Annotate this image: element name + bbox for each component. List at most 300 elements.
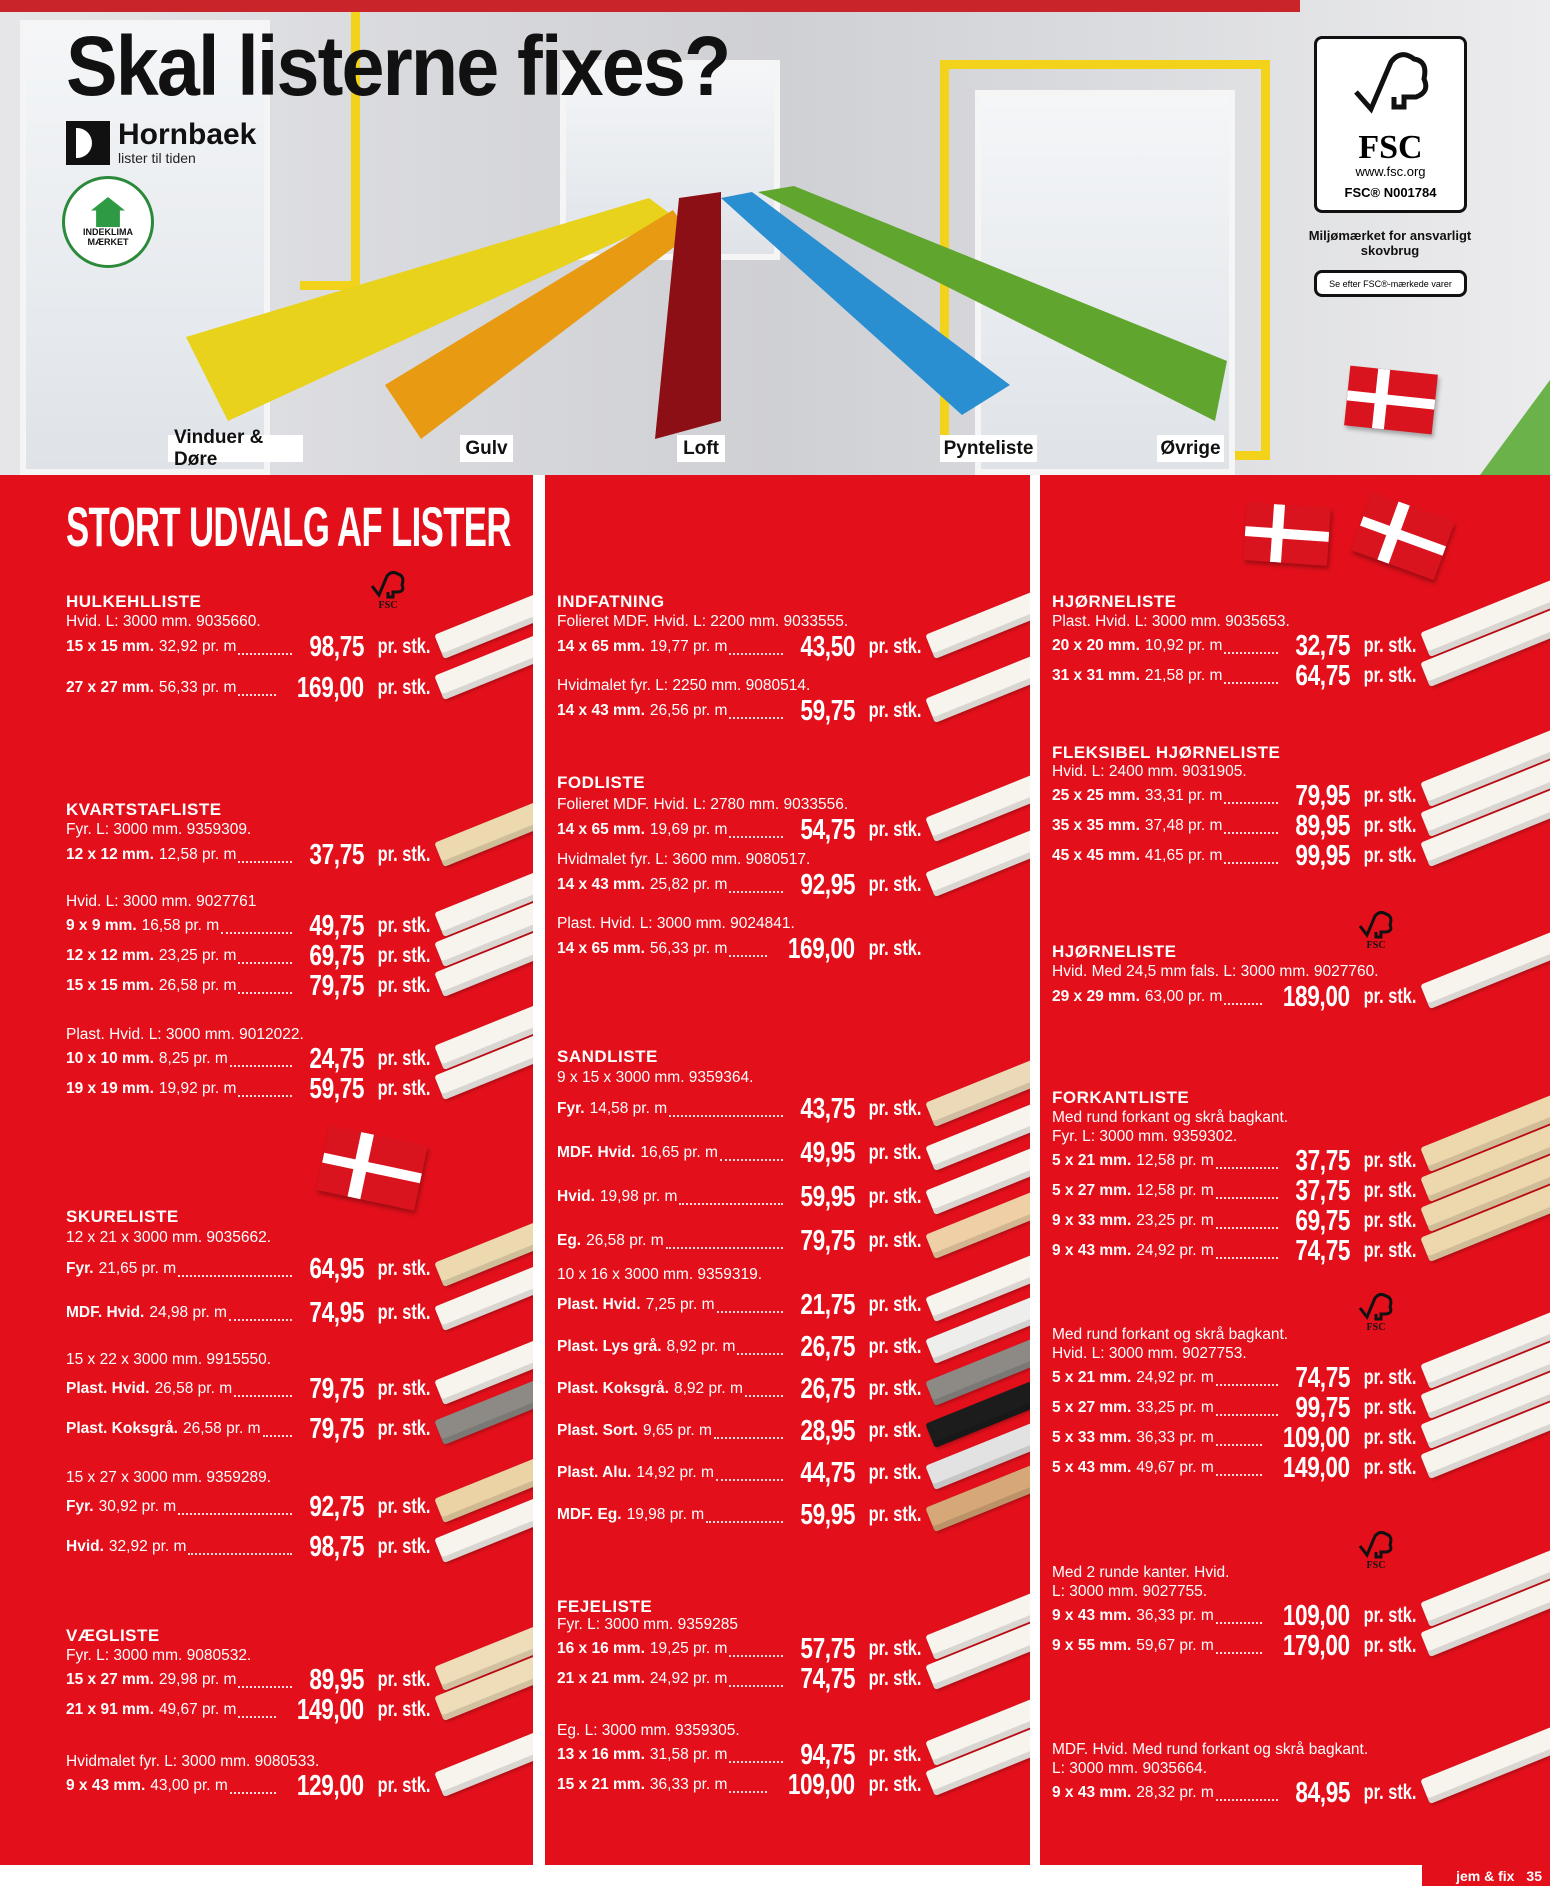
dot-leader — [178, 1505, 292, 1515]
dot-leader — [1216, 1644, 1262, 1654]
product-group — [557, 914, 922, 965]
product-group — [1052, 962, 1417, 1013]
price-unit: pr. stk. — [1363, 1149, 1417, 1172]
category-label: Øvrige — [1157, 435, 1224, 462]
fsc-code: FSC® N001784 — [1344, 185, 1437, 200]
price-row — [557, 1738, 922, 1771]
section-heading: VÆGLISTE — [66, 1626, 160, 1645]
price: 37,75 — [1295, 1144, 1350, 1177]
price-per-meter: 41,65 pr. m — [1144, 847, 1223, 864]
price-unit: pr. stk. — [377, 1047, 431, 1070]
product-group — [1052, 1563, 1417, 1662]
price: 59,75 — [800, 694, 855, 727]
price-unit: pr. stk. — [377, 1417, 431, 1440]
price-unit: pr. stk. — [377, 974, 431, 997]
size-label: 14 x 65 mm. — [557, 821, 645, 838]
size-label: 20 x 20 mm. — [1052, 637, 1140, 654]
product-description: Fyr. L: 3000 mm. 9080532. — [66, 1647, 252, 1664]
fsc-pill: Se efter FSC®-mærkede varer — [1314, 270, 1467, 297]
price-per-meter: 19,98 pr. m — [626, 1506, 705, 1523]
price-per-meter: 14,92 pr. m — [636, 1464, 714, 1481]
molding-product-image — [925, 762, 1030, 842]
dot-leader — [1216, 1791, 1278, 1801]
price: 49,95 — [800, 1136, 855, 1169]
price-row — [66, 939, 431, 972]
price-per-meter: 24,92 pr. m — [1136, 1369, 1214, 1386]
price-row — [1052, 1174, 1417, 1207]
price: 149,00 — [1283, 1451, 1350, 1484]
size-label: Plast. Hvid. — [557, 1296, 641, 1313]
price-per-meter: 36,33 pr. m — [1136, 1607, 1214, 1624]
dot-leader — [745, 1387, 783, 1397]
dot-leader — [238, 645, 291, 655]
dot-leader — [221, 924, 292, 934]
section-heading: FODLISTE — [557, 773, 646, 792]
dot-leader — [263, 1427, 292, 1437]
price-unit: pr. stk. — [868, 1141, 922, 1164]
price: 37,75 — [309, 838, 364, 871]
price-per-meter: 21,58 pr. m — [1144, 667, 1223, 684]
category-label: Vinduer & Døre — [168, 435, 303, 462]
product-description: 9 x 15 x 3000 mm. 9359364. — [557, 1069, 754, 1086]
price: 26,75 — [800, 1330, 855, 1363]
price-per-meter: 26,56 pr. m — [649, 702, 728, 719]
product-description: Hvidmalet fyr. L: 2250 mm. 9080514. — [557, 677, 811, 694]
dot-leader — [729, 1647, 782, 1657]
price: 109,00 — [788, 1768, 855, 1801]
dot-leader — [1224, 674, 1277, 684]
product-description: Med rund forkant og skrå bagkant. — [1052, 1109, 1289, 1126]
fsc-icon — [367, 568, 409, 610]
product-description: 10 x 16 x 3000 mm. 9359319. — [557, 1266, 763, 1283]
price-per-meter: 56,33 pr. m — [158, 679, 237, 696]
price-row — [557, 694, 922, 727]
size-label: Plast. Koksgrå. — [66, 1420, 178, 1437]
fsc-tree-icon — [1346, 47, 1436, 127]
hornbaek-logo-icon — [66, 121, 110, 165]
price-unit: pr. stk. — [377, 843, 431, 866]
price-per-meter: 49,67 pr. m — [1136, 1459, 1214, 1476]
size-label: 9 x 9 mm. — [66, 917, 137, 934]
price: 32,75 — [1295, 629, 1350, 662]
price: 54,75 — [800, 813, 855, 846]
product-description: Eg. L: 3000 mm. 9359305. — [557, 1722, 740, 1739]
price-unit: pr. stk. — [1363, 1239, 1417, 1262]
price-per-meter: 19,92 pr. m — [158, 1080, 237, 1097]
size-label: Fyr. — [557, 1100, 585, 1117]
price-per-meter: 26,58 pr. m — [154, 1380, 233, 1397]
price-unit: pr. stk. — [1363, 985, 1417, 1008]
price: 59,95 — [800, 1498, 855, 1531]
size-label: 14 x 65 mm. — [557, 940, 645, 957]
size-label: 5 x 33 mm. — [1052, 1429, 1132, 1446]
hero-banner — [0, 0, 1550, 475]
product-description: Hvidmalet fyr. L: 3600 mm. 9080517. — [557, 851, 811, 868]
price-per-meter: 56,33 pr. m — [649, 940, 728, 957]
dot-leader — [714, 1429, 783, 1439]
product-group — [66, 1752, 431, 1802]
dot-leader — [1216, 1189, 1278, 1199]
size-label: 12 x 12 mm. — [66, 846, 154, 863]
footer-brand: jem & fix — [1456, 1867, 1515, 1884]
price-unit: pr. stk. — [1363, 1634, 1417, 1657]
price-per-meter: 32,92 pr. m — [108, 1538, 187, 1555]
size-label: Hvid. — [557, 1188, 595, 1205]
product-group — [1052, 1740, 1417, 1809]
price-row — [66, 1409, 431, 1449]
price-unit: pr. stk. — [377, 1774, 431, 1797]
dot-leader — [717, 1303, 783, 1313]
product-group — [557, 676, 922, 727]
price-unit: pr. stk. — [377, 1077, 431, 1100]
price-row — [557, 1087, 922, 1131]
size-label: 15 x 21 mm. — [557, 1776, 645, 1793]
price-unit: pr. stk. — [868, 873, 922, 896]
price-unit: pr. stk. — [868, 1335, 922, 1358]
size-label: 35 x 35 mm. — [1052, 817, 1140, 834]
price: 74,95 — [309, 1296, 364, 1329]
price-per-meter: 24,92 pr. m — [1136, 1242, 1214, 1259]
price: 94,75 — [800, 1738, 855, 1771]
price: 92,75 — [309, 1490, 364, 1523]
dot-leader — [1216, 1466, 1262, 1476]
price-unit: pr. stk. — [1363, 784, 1417, 807]
size-label: 12 x 12 mm. — [66, 947, 154, 964]
price-row — [557, 630, 922, 663]
price: 69,75 — [1295, 1204, 1350, 1237]
dot-leader — [706, 1513, 783, 1523]
size-label: 45 x 45 mm. — [1052, 847, 1140, 864]
dot-leader — [1216, 1159, 1278, 1169]
price-unit: pr. stk. — [1363, 844, 1417, 867]
price: 92,95 — [800, 868, 855, 901]
price-row — [1052, 629, 1417, 662]
price-row — [66, 671, 431, 704]
price-unit: pr. stk. — [868, 1743, 922, 1766]
price-per-meter: 23,25 pr. m — [1136, 1212, 1214, 1229]
price: 79,95 — [1295, 779, 1350, 812]
dot-leader — [238, 1678, 291, 1688]
house-icon — [91, 197, 125, 227]
dot-leader — [1224, 995, 1262, 1005]
price-row — [66, 1663, 431, 1696]
product-group — [1052, 762, 1417, 872]
price: 79,75 — [309, 969, 364, 1002]
dot-leader — [729, 883, 782, 893]
price: 79,75 — [800, 1224, 855, 1257]
headline: Skal listerne fixes? — [66, 19, 730, 113]
size-label: MDF. Eg. — [557, 1506, 622, 1523]
price: 149,00 — [297, 1693, 364, 1726]
product-group — [557, 1615, 922, 1695]
price-row — [557, 932, 922, 965]
price-unit: pr. stk. — [868, 937, 922, 960]
price-per-meter: 19,69 pr. m — [649, 821, 728, 838]
size-label: 9 x 43 mm. — [1052, 1242, 1132, 1259]
main-title: STORT UDVALG AF LISTER — [66, 495, 511, 558]
product-group — [557, 1068, 922, 1263]
size-label: 29 x 29 mm. — [1052, 988, 1140, 1005]
size-label: MDF. Hvid. — [557, 1144, 636, 1161]
price-unit: pr. stk. — [868, 1419, 922, 1442]
product-group — [557, 1721, 922, 1801]
size-label: 19 x 19 mm. — [66, 1080, 154, 1097]
product-description: Fyr. L: 3000 mm. 9359285 — [557, 1616, 738, 1633]
column-1 — [0, 475, 533, 1865]
svg-text:FSC: FSC — [1366, 1322, 1386, 1332]
product-description: MDF. Hvid. Med rund forkant og skrå bagkant. — [1052, 1741, 1369, 1758]
price-per-meter: 23,25 pr. m — [158, 947, 237, 964]
size-label: Fyr. — [66, 1498, 94, 1515]
product-group — [557, 1265, 922, 1536]
product-group — [1052, 612, 1417, 692]
price: 59,75 — [309, 1072, 364, 1105]
category-label: Pynteliste — [940, 435, 1037, 462]
price-row — [557, 1131, 922, 1175]
price-row — [1052, 1204, 1417, 1237]
size-label: 10 x 10 mm. — [66, 1050, 154, 1067]
price-unit: pr. stk. — [377, 1377, 431, 1400]
price-unit: pr. stk. — [1363, 1209, 1417, 1232]
price-unit: pr. stk. — [868, 1229, 922, 1252]
price: 99,75 — [1295, 1391, 1350, 1424]
price-row — [1052, 1391, 1417, 1424]
size-label: 5 x 21 mm. — [1052, 1152, 1132, 1169]
price-per-meter: 26,58 pr. m — [586, 1232, 664, 1249]
price-per-meter: 16,58 pr. m — [141, 917, 220, 934]
price-unit: pr. stk. — [1363, 1426, 1417, 1449]
price-row — [1052, 1234, 1417, 1267]
price-unit: pr. stk. — [868, 699, 922, 722]
price-per-meter: 36,33 pr. m — [649, 1776, 728, 1793]
section-heading: HULKEHLLISTE — [66, 592, 202, 611]
price-per-meter: 8,92 pr. m — [674, 1380, 743, 1397]
size-label: 21 x 91 mm. — [66, 1701, 154, 1718]
price-unit: pr. stk. — [377, 1698, 431, 1721]
price: 89,95 — [309, 1663, 364, 1696]
dot-leader — [729, 1783, 767, 1793]
molding-product-image — [925, 579, 1030, 659]
price-unit: pr. stk. — [1363, 1456, 1417, 1479]
price-row — [557, 1219, 922, 1263]
product-group — [557, 612, 922, 663]
price: 74,75 — [1295, 1234, 1350, 1267]
dot-leader — [188, 1545, 291, 1555]
price-unit: pr. stk. — [1363, 1781, 1417, 1804]
price-row — [66, 1769, 431, 1802]
indeklima-badge — [62, 176, 154, 268]
product-description: Plast. Hvid. L: 3000 mm. 9024841. — [557, 915, 795, 932]
product-description: Hvid. L: 3000 mm. 9027753. — [1052, 1345, 1247, 1362]
product-description: 12 x 21 x 3000 mm. 9035662. — [66, 1229, 272, 1246]
price: 89,95 — [1295, 809, 1350, 842]
product-description: 15 x 27 x 3000 mm. 9359289. — [66, 1469, 272, 1486]
price-per-meter: 8,25 pr. m — [158, 1050, 228, 1067]
size-label: Fyr. — [66, 1260, 94, 1277]
price-per-meter: 16,65 pr. m — [640, 1144, 718, 1161]
size-label: 15 x 27 mm. — [66, 1671, 154, 1688]
dot-leader — [669, 1107, 783, 1117]
size-label: Plast. Koksgrå. — [557, 1380, 669, 1397]
dot-leader — [238, 686, 276, 696]
price-row — [557, 1452, 922, 1494]
price-row — [557, 1175, 922, 1219]
dot-leader — [729, 1677, 782, 1687]
size-label: Plast. Alu. — [557, 1464, 632, 1481]
price-per-meter: 59,67 pr. m — [1136, 1637, 1214, 1654]
dot-leader — [679, 1195, 782, 1205]
price-per-meter: 12,58 pr. m — [1136, 1182, 1214, 1199]
price-per-meter: 8,92 pr. m — [666, 1338, 736, 1355]
price-unit: pr. stk. — [377, 1301, 431, 1324]
price-per-meter: 43,00 pr. m — [150, 1777, 228, 1794]
price-unit: pr. stk. — [868, 1185, 922, 1208]
price: 49,75 — [309, 909, 364, 942]
price-unit: pr. stk. — [1363, 1179, 1417, 1202]
price: 21,75 — [800, 1288, 855, 1321]
price: 179,00 — [1283, 1629, 1350, 1662]
price-row — [557, 868, 922, 901]
price-per-meter: 63,00 pr. m — [1144, 988, 1223, 1005]
dot-leader — [720, 1151, 783, 1161]
footer-tab — [1422, 1865, 1550, 1886]
section-heading: KVARTSTAFLISTE — [66, 800, 222, 819]
price-row — [1052, 839, 1417, 872]
price-unit: pr. stk. — [868, 1773, 922, 1796]
price-row — [1052, 1451, 1417, 1484]
section-heading: FLEKSIBEL HJØRNELISTE — [1052, 743, 1281, 762]
product-group — [1052, 1325, 1417, 1484]
dot-leader — [729, 947, 767, 957]
fsc-icon — [1355, 1528, 1397, 1570]
price-per-meter: 29,98 pr. m — [158, 1671, 237, 1688]
dot-leader — [229, 1311, 292, 1321]
dot-leader — [1216, 1436, 1262, 1446]
fsc-icon — [1355, 1290, 1397, 1332]
price-unit: pr. stk. — [377, 944, 431, 967]
product-group — [66, 1025, 431, 1105]
price-row — [66, 1247, 431, 1291]
price-row — [66, 1527, 431, 1567]
price-row — [557, 813, 922, 846]
size-label: MDF. Hvid. — [66, 1304, 145, 1321]
price: 64,95 — [309, 1252, 364, 1285]
price: 57,75 — [800, 1632, 855, 1665]
product-description: Hvid. Med 24,5 mm fals. L: 3000 mm. 9027760. — [1052, 963, 1379, 980]
product-description: Hvid. L: 3000 mm. 9035660. — [66, 613, 261, 630]
price-per-meter: 49,67 pr. m — [158, 1701, 237, 1718]
price-row — [1052, 809, 1417, 842]
price-row — [557, 1326, 922, 1368]
product-description: Folieret MDF. Hvid. L: 2780 mm. 9033556. — [557, 796, 849, 813]
price-row — [1052, 1629, 1417, 1662]
price-row — [557, 1632, 922, 1665]
price-unit: pr. stk. — [1363, 664, 1417, 687]
fsc-subtitle: Miljømærket for ansvarligt skovbrug — [1308, 228, 1472, 258]
price-row — [66, 838, 431, 871]
fsc-icon — [1355, 908, 1397, 950]
price-row — [557, 1768, 922, 1801]
price: 24,75 — [309, 1042, 364, 1075]
product-group — [66, 1468, 431, 1567]
price-per-meter: 30,92 pr. m — [98, 1498, 177, 1515]
section-heading: FORKANTLISTE — [1052, 1088, 1190, 1107]
dot-leader — [238, 1087, 291, 1097]
section-heading: FEJELISTE — [557, 1597, 653, 1616]
dot-leader — [238, 984, 291, 994]
product-description: Hvid. L: 2400 mm. 9031905. — [1052, 763, 1247, 780]
molding-product-image — [1420, 929, 1550, 1009]
price: 109,00 — [1283, 1599, 1350, 1632]
dot-leader — [666, 1239, 783, 1249]
price-per-meter: 24,92 pr. m — [649, 1670, 728, 1687]
size-label: Plast. Hvid. — [66, 1380, 150, 1397]
price-per-meter: 7,25 pr. m — [645, 1296, 715, 1313]
price-row — [557, 1284, 922, 1326]
fsc-url: www.fsc.org — [1355, 164, 1426, 179]
price-unit: pr. stk. — [377, 1257, 431, 1280]
section-heading: SANDLISTE — [557, 1047, 658, 1066]
product-description: 15 x 22 x 3000 mm. 9915550. — [66, 1351, 272, 1368]
product-description: L: 3000 mm. 9027755. — [1052, 1583, 1208, 1600]
column-2 — [545, 475, 1030, 1865]
size-label: 15 x 15 mm. — [66, 977, 154, 994]
price-per-meter: 37,48 pr. m — [1144, 817, 1223, 834]
dot-leader — [238, 954, 291, 964]
product-description: L: 3000 mm. 9035664. — [1052, 1760, 1208, 1777]
product-group — [1052, 1108, 1417, 1267]
size-label: 21 x 21 mm. — [557, 1670, 645, 1687]
price-row — [66, 630, 431, 663]
price-unit: pr. stk. — [1363, 814, 1417, 837]
price-per-meter: 25,82 pr. m — [649, 876, 728, 893]
price-unit: pr. stk. — [377, 1535, 431, 1558]
product-group — [66, 671, 431, 704]
price-per-meter: 14,58 pr. m — [589, 1100, 668, 1117]
price-row — [1052, 659, 1417, 692]
category-label: Gulv — [460, 435, 513, 462]
price-per-meter: 36,33 pr. m — [1136, 1429, 1214, 1446]
size-label: 9 x 33 mm. — [1052, 1212, 1132, 1229]
price-unit: pr. stk. — [1363, 1604, 1417, 1627]
price-row — [1052, 779, 1417, 812]
price-unit: pr. stk. — [868, 1377, 922, 1400]
size-label: 9 x 43 mm. — [1052, 1607, 1132, 1624]
size-label: Plast. Lys grå. — [557, 1338, 662, 1355]
product-group — [66, 820, 431, 871]
price-unit: pr. stk. — [868, 1097, 922, 1120]
dot-leader — [1216, 1376, 1278, 1386]
price-unit: pr. stk. — [868, 1637, 922, 1660]
price-unit: pr. stk. — [1363, 1366, 1417, 1389]
price: 99,95 — [1295, 839, 1350, 872]
size-label: 15 x 15 mm. — [66, 638, 154, 655]
product-group — [66, 1228, 431, 1335]
product-description: Hvidmalet fyr. L: 3000 mm. 9080533. — [66, 1753, 320, 1770]
size-label: 13 x 16 mm. — [557, 1746, 645, 1763]
size-label: 31 x 31 mm. — [1052, 667, 1140, 684]
price: 43,50 — [800, 630, 855, 663]
product-description: Med rund forkant og skrå bagkant. — [1052, 1326, 1289, 1343]
molding-product-image — [434, 1717, 533, 1797]
dot-leader — [729, 1753, 782, 1763]
badge-text: INDEKLIMA MÆRKET — [83, 227, 133, 247]
price-per-meter: 10,92 pr. m — [1144, 637, 1223, 654]
size-label: 16 x 16 mm. — [557, 1640, 645, 1657]
price-unit: pr. stk. — [868, 1461, 922, 1484]
product-description: Hvid. L: 3000 mm. 9027761 — [66, 893, 257, 910]
price-per-meter: 21,65 pr. m — [98, 1260, 177, 1277]
